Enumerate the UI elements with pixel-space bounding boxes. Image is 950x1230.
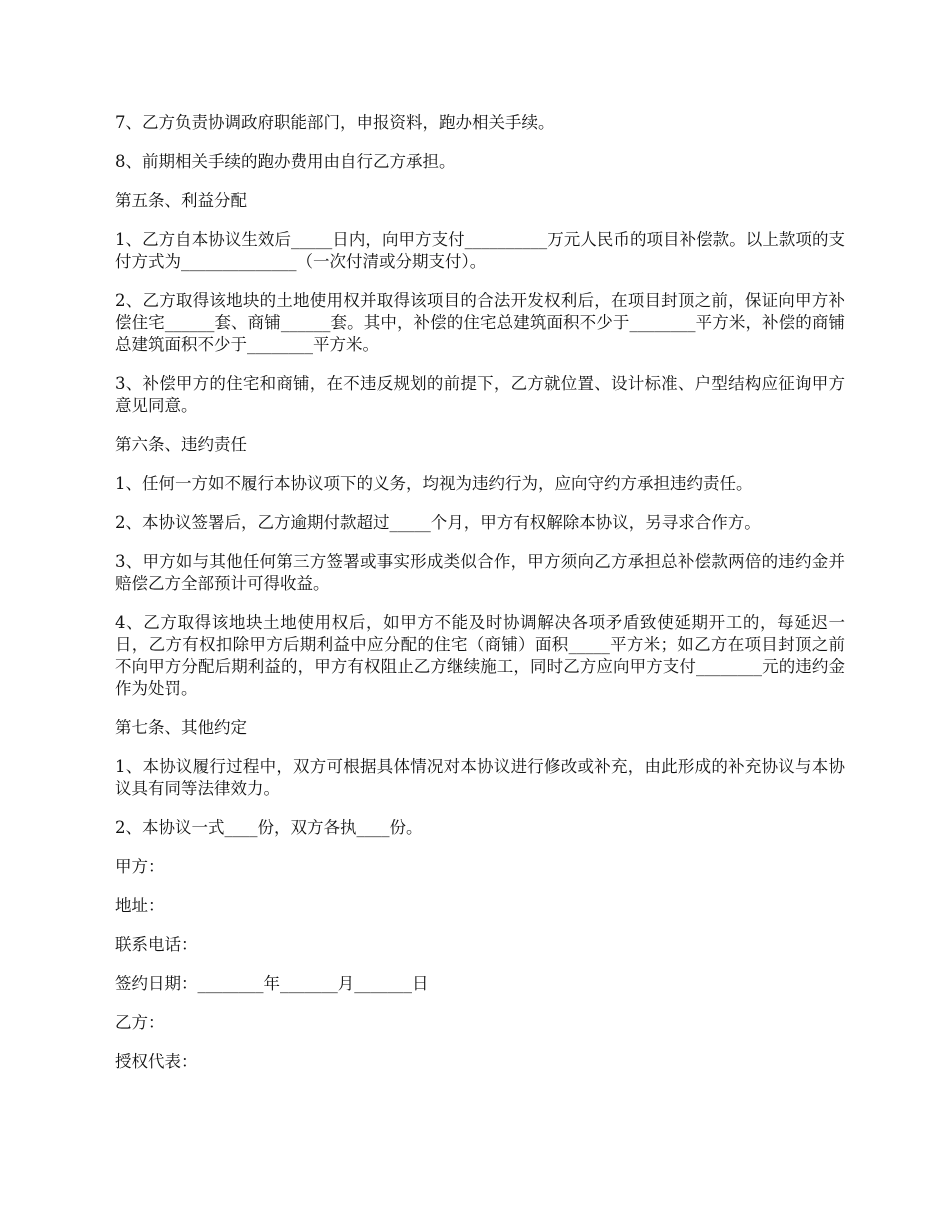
clause-7-item-1: 1、本协议履行过程中，双方可根据具体情况对本协议进行修改或补充，由此形成的补充协议与本协议具有同等法律效力。 xyxy=(115,757,845,798)
clause-6-item-1: 1、任何一方如不履行本协议项下的义务，均视为违约行为，应向守约方承担违约责任。 xyxy=(115,474,753,493)
clause-7-item-2: 2、本协议一式____份，双方各执____份。 xyxy=(115,818,423,837)
document-page xyxy=(115,112,845,1090)
clause-6-item-2: 2、本协议签署后，乙方逾期付款超过_____个月，甲方有权解除本协议，另寻求合作方。 xyxy=(115,513,761,532)
signing-date-line: 签约日期：________年_______月_______日 xyxy=(115,974,429,993)
section-heading-article-5: 第五条、利益分配 xyxy=(115,191,247,210)
party-a-label: 甲方： xyxy=(115,857,165,876)
party-b-label: 乙方： xyxy=(115,1013,165,1032)
clause-6-item-3: 3、甲方如与其他任何第三方签署或事实形成类似合作，甲方须向乙方承担总补偿款两倍的违约金并赔偿乙方全部预计可得收益。 xyxy=(115,552,845,593)
clause-5-item-2: 2、乙方取得该地块的土地使用权并取得该项目的合法开发权利后，在项目封顶之前，保证向甲方补偿住宅______套、商铺______套。其中，补偿的住宅总建筑面积不少于________平方米，补偿的商铺总建筑面积不少于________平方米。 xyxy=(115,291,845,354)
phone-label: 联系电话： xyxy=(115,935,198,954)
clause-6-item-4: 4、乙方取得该地块土地使用权后，如甲方不能及时协调解决各项矛盾致使延期开工的，每延迟一日，乙方有权扣除甲方后期利益中应分配的住宅（商铺）面积_____平方米；如乙方在项目封顶之前不向甲方分配后期利益的，甲方有权阻止乙方继续施工，同时乙方应向甲方支付________元的违约金作为处罚。 xyxy=(115,613,845,698)
clause-item-7: 7、乙方负责协调政府职能部门，申报资料，跑办相关手续。 xyxy=(115,113,555,132)
clause-5-item-1: 1、乙方自本协议生效后_____日内，向甲方支付__________万元人民币的项目补偿款。以上款项的支付方式为______________（一次付清或分期支付）。 xyxy=(115,230,845,271)
clause-item-8: 8、前期相关手续的跑办费用由自行乙方承担。 xyxy=(115,152,456,171)
section-heading-article-6: 第六条、违约责任 xyxy=(115,435,247,454)
section-heading-article-7: 第七条、其他约定 xyxy=(115,718,247,737)
authorized-representative-label: 授权代表： xyxy=(115,1052,198,1071)
address-label: 地址： xyxy=(115,896,165,915)
clause-5-item-3: 3、补偿甲方的住宅和商铺，在不违反规划的前提下，乙方就位置、设计标准、户型结构应征询甲方意见同意。 xyxy=(115,374,845,415)
